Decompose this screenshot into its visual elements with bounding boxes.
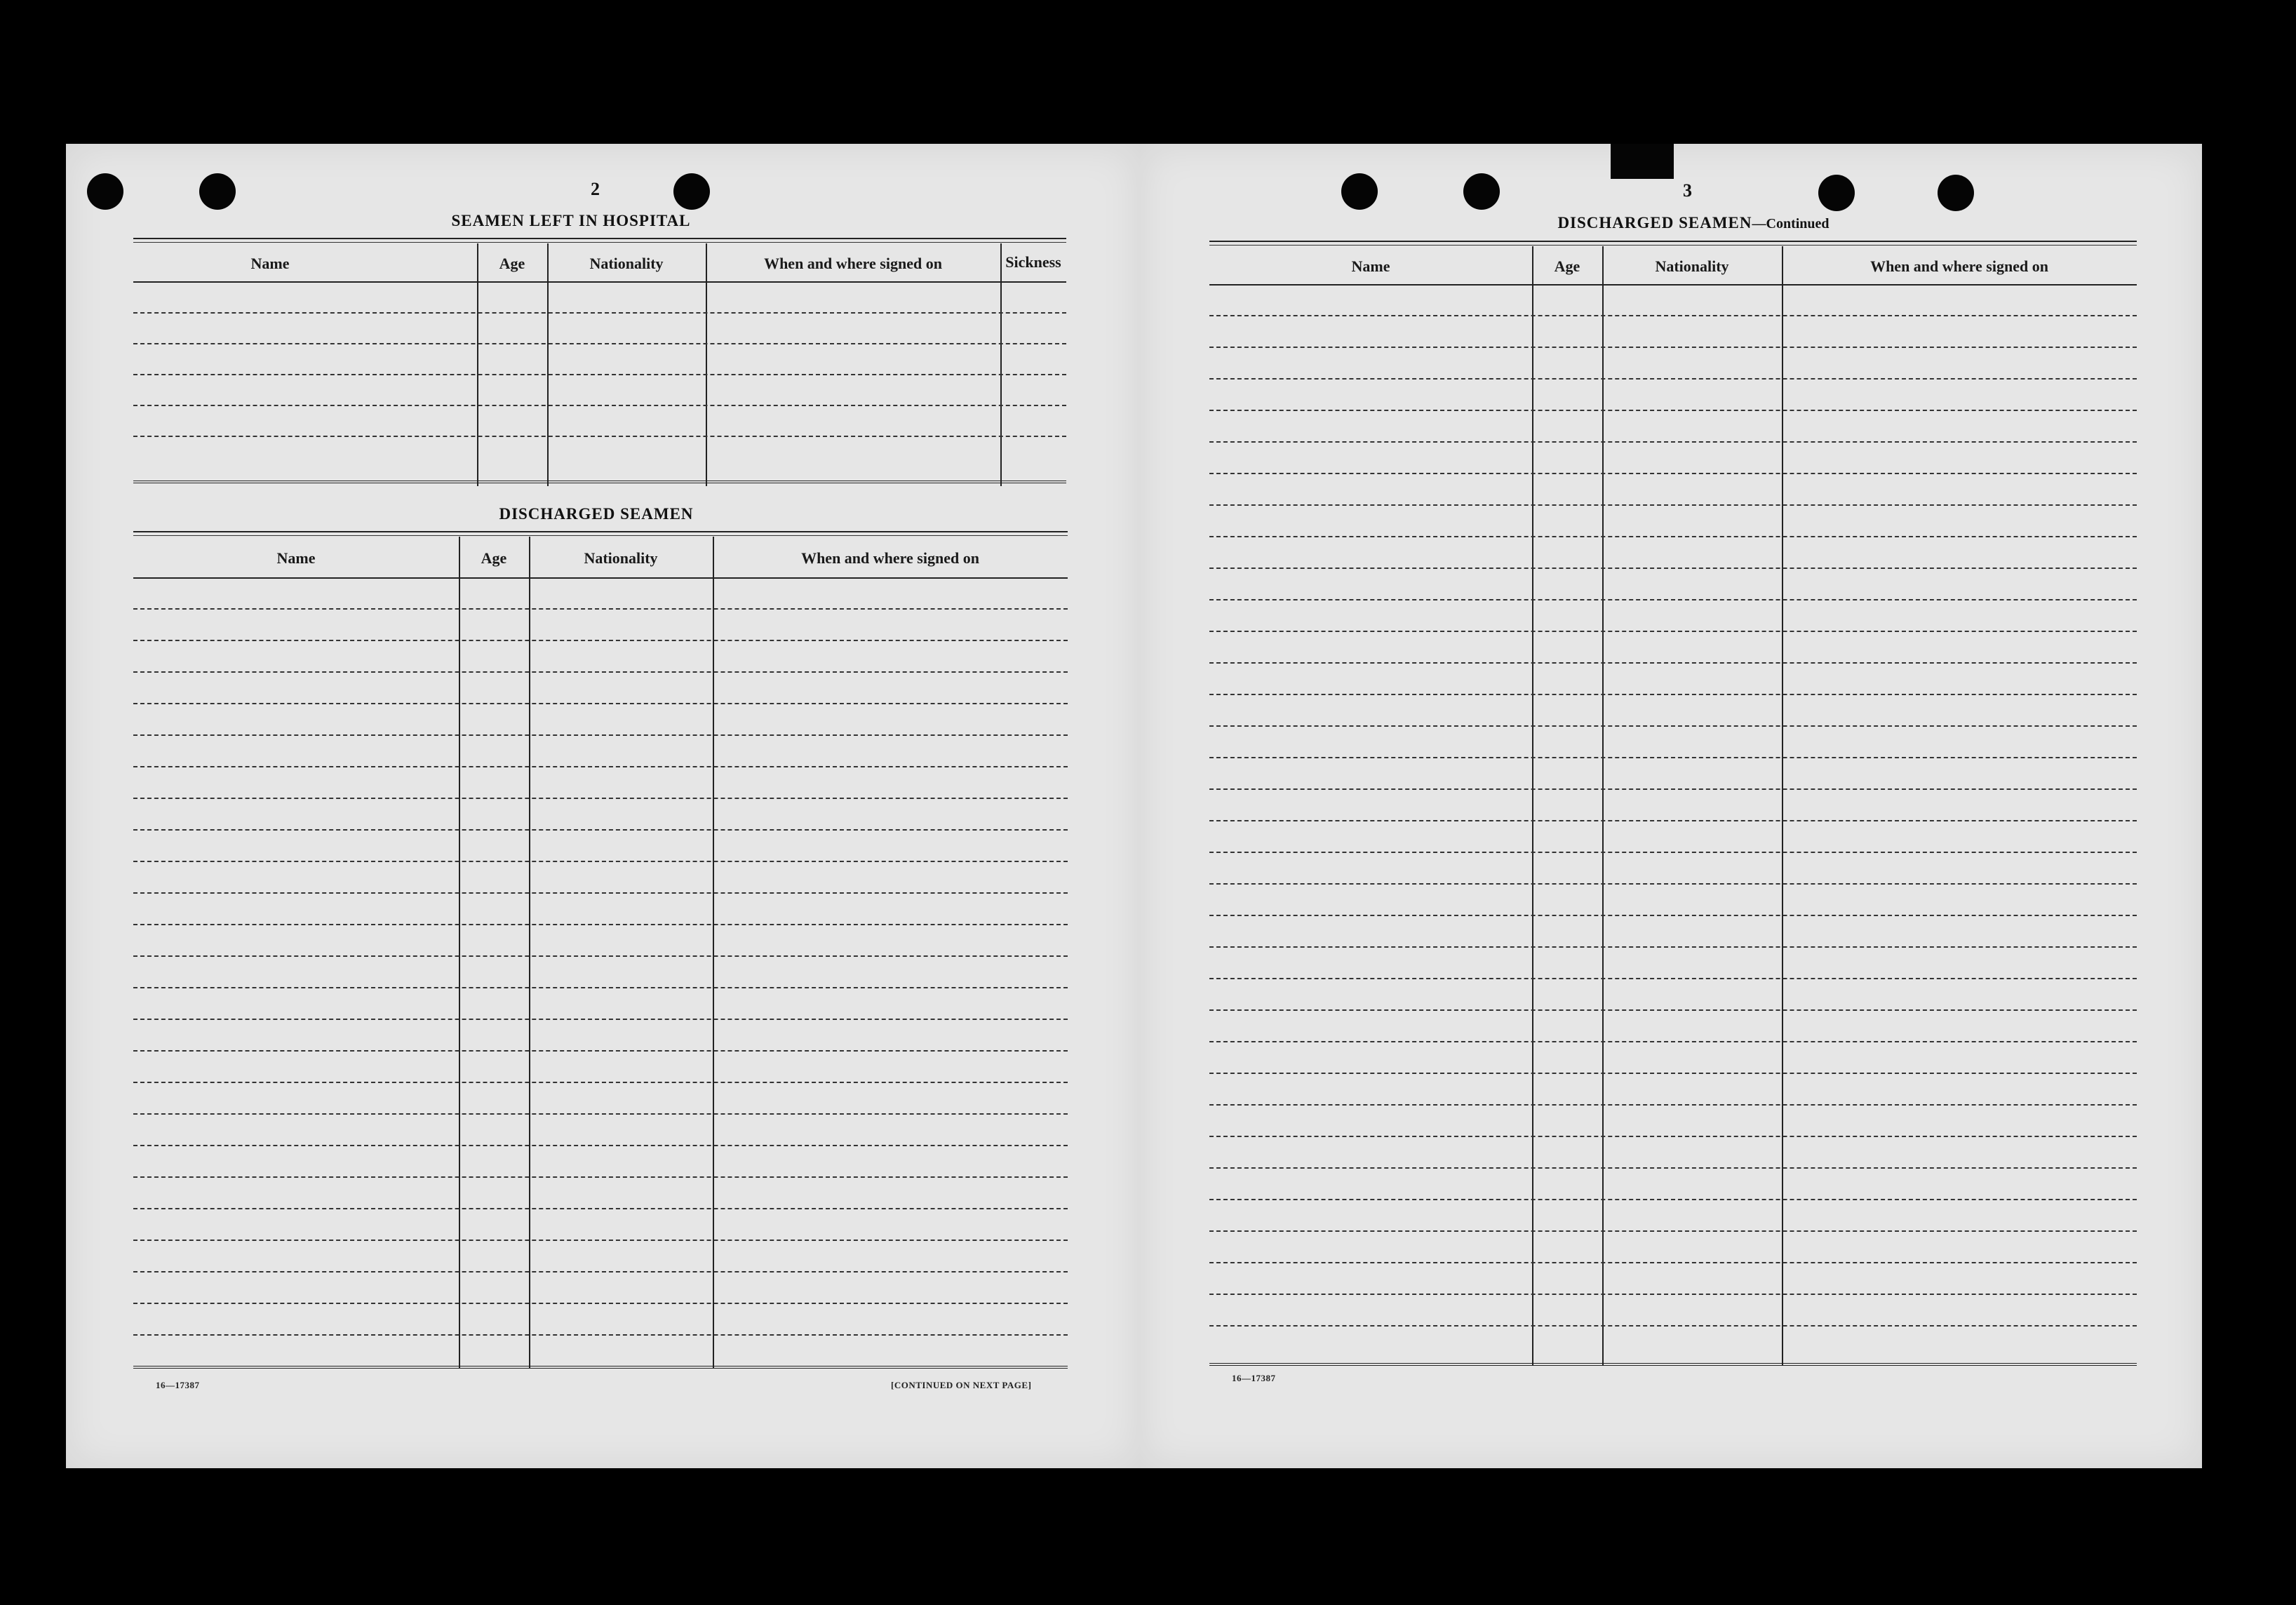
table-row (1209, 978, 2137, 979)
table-row (133, 1334, 1068, 1336)
table-row (133, 671, 1068, 673)
table-row (133, 1019, 1068, 1020)
table-row (1209, 946, 2137, 948)
table-row (1209, 1262, 2137, 1263)
table-row (133, 1113, 1068, 1115)
table-row (1209, 1325, 2137, 1327)
section-title-hospital: SEAMEN LEFT IN HOSPITAL (451, 212, 691, 229)
table-row (1209, 599, 2137, 600)
col-signed-on: When and where signed on (1870, 257, 2048, 275)
table-row (133, 766, 1068, 767)
table-row (1209, 631, 2137, 632)
table-row (133, 798, 1068, 799)
discharged-continued-table (1209, 241, 2137, 1370)
table-row (1209, 315, 2137, 316)
punch-hole (199, 173, 236, 210)
table-row (133, 1208, 1068, 1209)
col-age: Age (481, 549, 507, 567)
table-row (1209, 1136, 2137, 1137)
section-title-discharged: DISCHARGED SEAMEN (499, 505, 694, 523)
title-main: DISCHARGED SEAMEN (1557, 214, 1752, 231)
page-number: 2 (591, 179, 600, 199)
table-row (133, 1050, 1068, 1052)
table-row (1209, 504, 2137, 506)
continued-note: [CONTINUED ON NEXT PAGE] (891, 1380, 1032, 1390)
section-title-discharged-continued (1462, 214, 1925, 232)
table-row (1209, 725, 2137, 727)
left-page (66, 144, 1139, 1468)
table-row (133, 608, 1068, 610)
col-name: Name (276, 549, 316, 567)
table-row (133, 312, 1066, 314)
table-row (133, 1082, 1068, 1083)
table-row (1209, 1167, 2137, 1169)
col-age: Age (499, 255, 525, 272)
form-number: 16—17387 (1232, 1373, 1276, 1383)
table-row (133, 892, 1068, 894)
table-row (133, 405, 1066, 406)
table-row (133, 343, 1066, 344)
table-row (1209, 568, 2137, 569)
table-row (133, 436, 1066, 437)
table-row (133, 1240, 1068, 1241)
table-row (133, 1145, 1068, 1146)
table-row (1209, 852, 2137, 853)
table-row (133, 734, 1068, 736)
discharged-table (133, 531, 1068, 1373)
table-row (133, 924, 1068, 925)
table-row (133, 374, 1066, 375)
punch-hole (1818, 175, 1855, 211)
col-nationality: Nationality (1655, 257, 1729, 275)
hospital-table (133, 238, 1066, 488)
table-row (1209, 757, 2137, 758)
col-age: Age (1554, 257, 1580, 275)
table-row (1209, 1199, 2137, 1200)
punch-hole (1938, 175, 1974, 211)
table-row (1209, 536, 2137, 537)
table-row (1209, 915, 2137, 916)
col-name: Name (250, 255, 290, 272)
col-name: Name (1351, 257, 1390, 275)
table-row (1209, 883, 2137, 885)
punch-hole (673, 173, 710, 210)
table-row (133, 861, 1068, 862)
table-row (133, 987, 1068, 988)
table-row (1209, 473, 2137, 474)
form-number: 16—17387 (156, 1380, 200, 1390)
col-signed-on: When and where signed on (764, 255, 942, 272)
table-row (133, 1176, 1068, 1178)
table-row (1209, 788, 2137, 790)
table-row (1209, 820, 2137, 821)
table-row (133, 829, 1068, 831)
col-sickness: Sickness (1005, 253, 1061, 271)
table-row (133, 955, 1068, 957)
table-row (1209, 410, 2137, 411)
table-row (133, 703, 1068, 704)
table-row (1209, 378, 2137, 380)
binding-tab (1611, 144, 1674, 179)
right-page (1139, 144, 2202, 1468)
table-row (1209, 1041, 2137, 1042)
col-nationality: Nationality (584, 549, 658, 567)
col-nationality: Nationality (589, 255, 664, 272)
table-row (1209, 1294, 2137, 1295)
punch-hole (1341, 173, 1378, 210)
punch-hole (87, 173, 123, 210)
table-row (1209, 1073, 2137, 1074)
table-row (1209, 441, 2137, 443)
table-row (1209, 1104, 2137, 1106)
col-signed-on: When and where signed on (801, 549, 979, 567)
table-row (1209, 662, 2137, 664)
table-row (1209, 347, 2137, 348)
table-row (133, 1271, 1068, 1272)
page-number: 3 (1683, 180, 1692, 201)
punch-hole (1463, 173, 1500, 210)
table-row (133, 640, 1068, 641)
table-row (1209, 694, 2137, 695)
table-row (1209, 1230, 2137, 1232)
title-suffix: —Continued (1752, 216, 1830, 231)
table-row (133, 1303, 1068, 1304)
table-row (1209, 1009, 2137, 1011)
